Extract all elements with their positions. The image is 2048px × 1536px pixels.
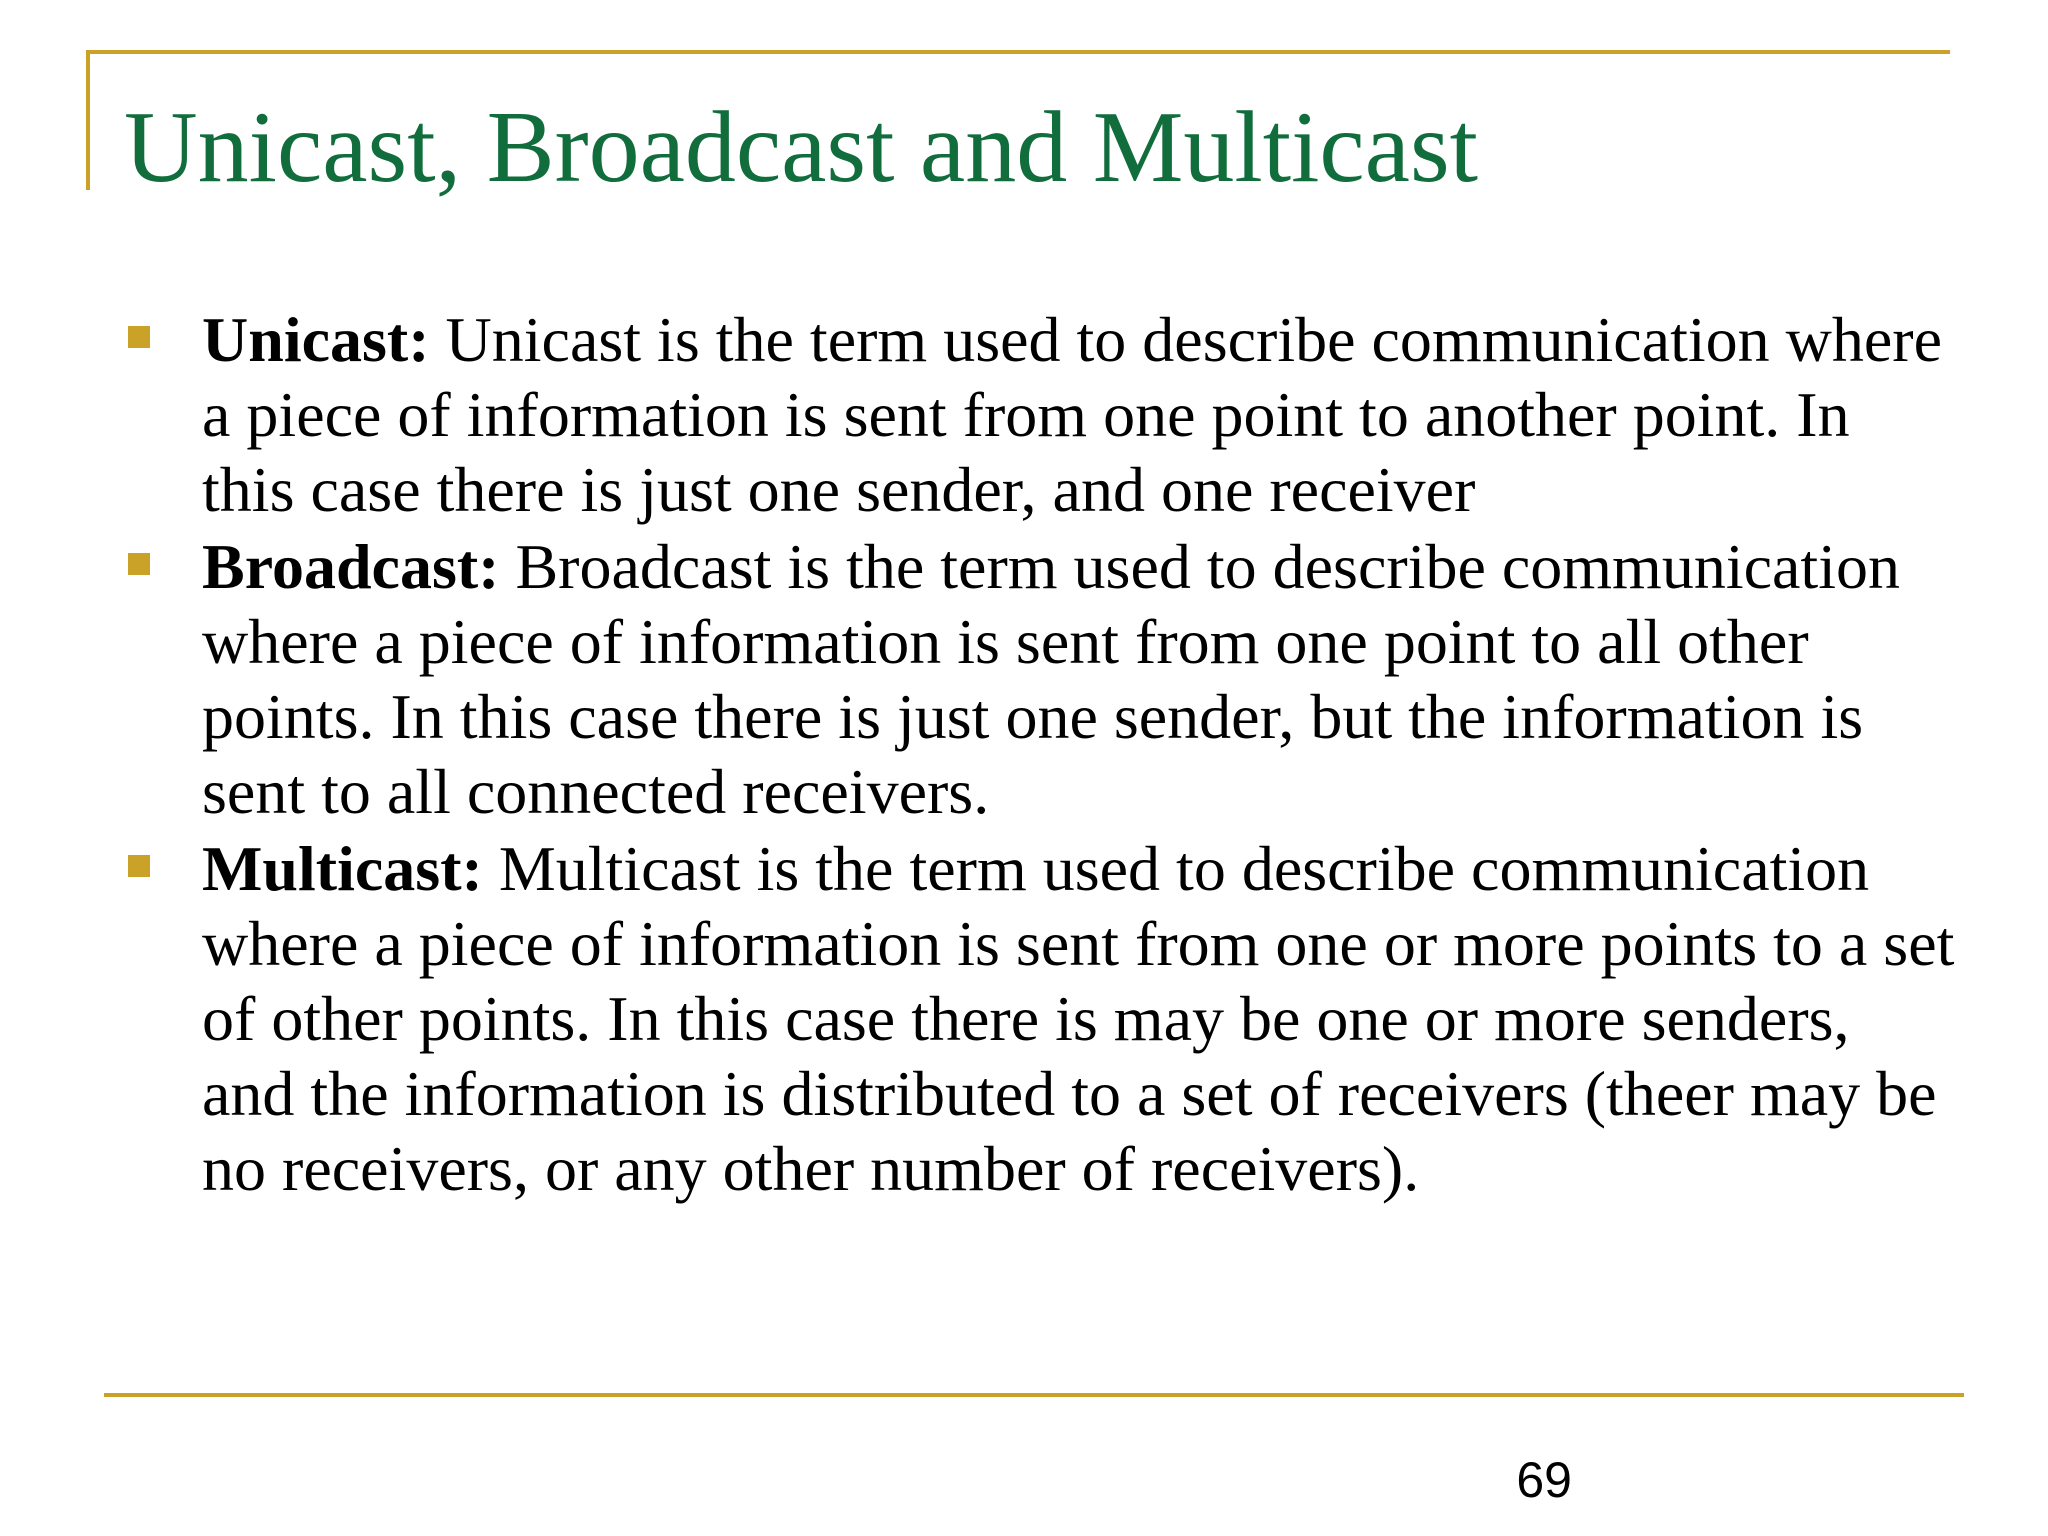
- title-frame-left-border: [86, 50, 90, 190]
- square-bullet-icon: [128, 855, 150, 877]
- bullet-term: Unicast:: [202, 304, 430, 375]
- bullet-term: Multicast:: [202, 833, 483, 904]
- square-bullet-icon: [128, 326, 150, 348]
- bullet-text: Unicast is the term used to describe communication where a piece of information is sent from one point to another point. In this case there is just one sender, and one receiver: [202, 304, 1942, 525]
- bullet-item-multicast: [126, 831, 1956, 1206]
- square-bullet-icon: [128, 553, 150, 575]
- footer-divider: [104, 1393, 1964, 1397]
- page-number: 69: [1516, 1452, 1572, 1508]
- bullet-item-unicast: [126, 302, 1956, 527]
- bullet-text: Broadcast is the term used to describe communication where a piece of information is sent from one point to all other points. In this case there is just one sender, but the information is sent to all connected receivers.: [202, 531, 1900, 827]
- bullet-term: Broadcast:: [202, 531, 500, 602]
- slide-title: Unicast, Broadcast and Multicast: [124, 91, 1478, 204]
- title-frame-top-border: [86, 50, 1950, 54]
- bullet-item-broadcast: [126, 529, 1956, 829]
- bullet-text: Multicast is the term used to describe communication where a piece of information is sent from one or more points to a set of other points. In this case there is may be one or more senders, and the information is distributed to a set of receivers (theer may be no receivers, or any other number of receivers).: [202, 833, 1955, 1204]
- bullet-list: [126, 302, 1956, 1208]
